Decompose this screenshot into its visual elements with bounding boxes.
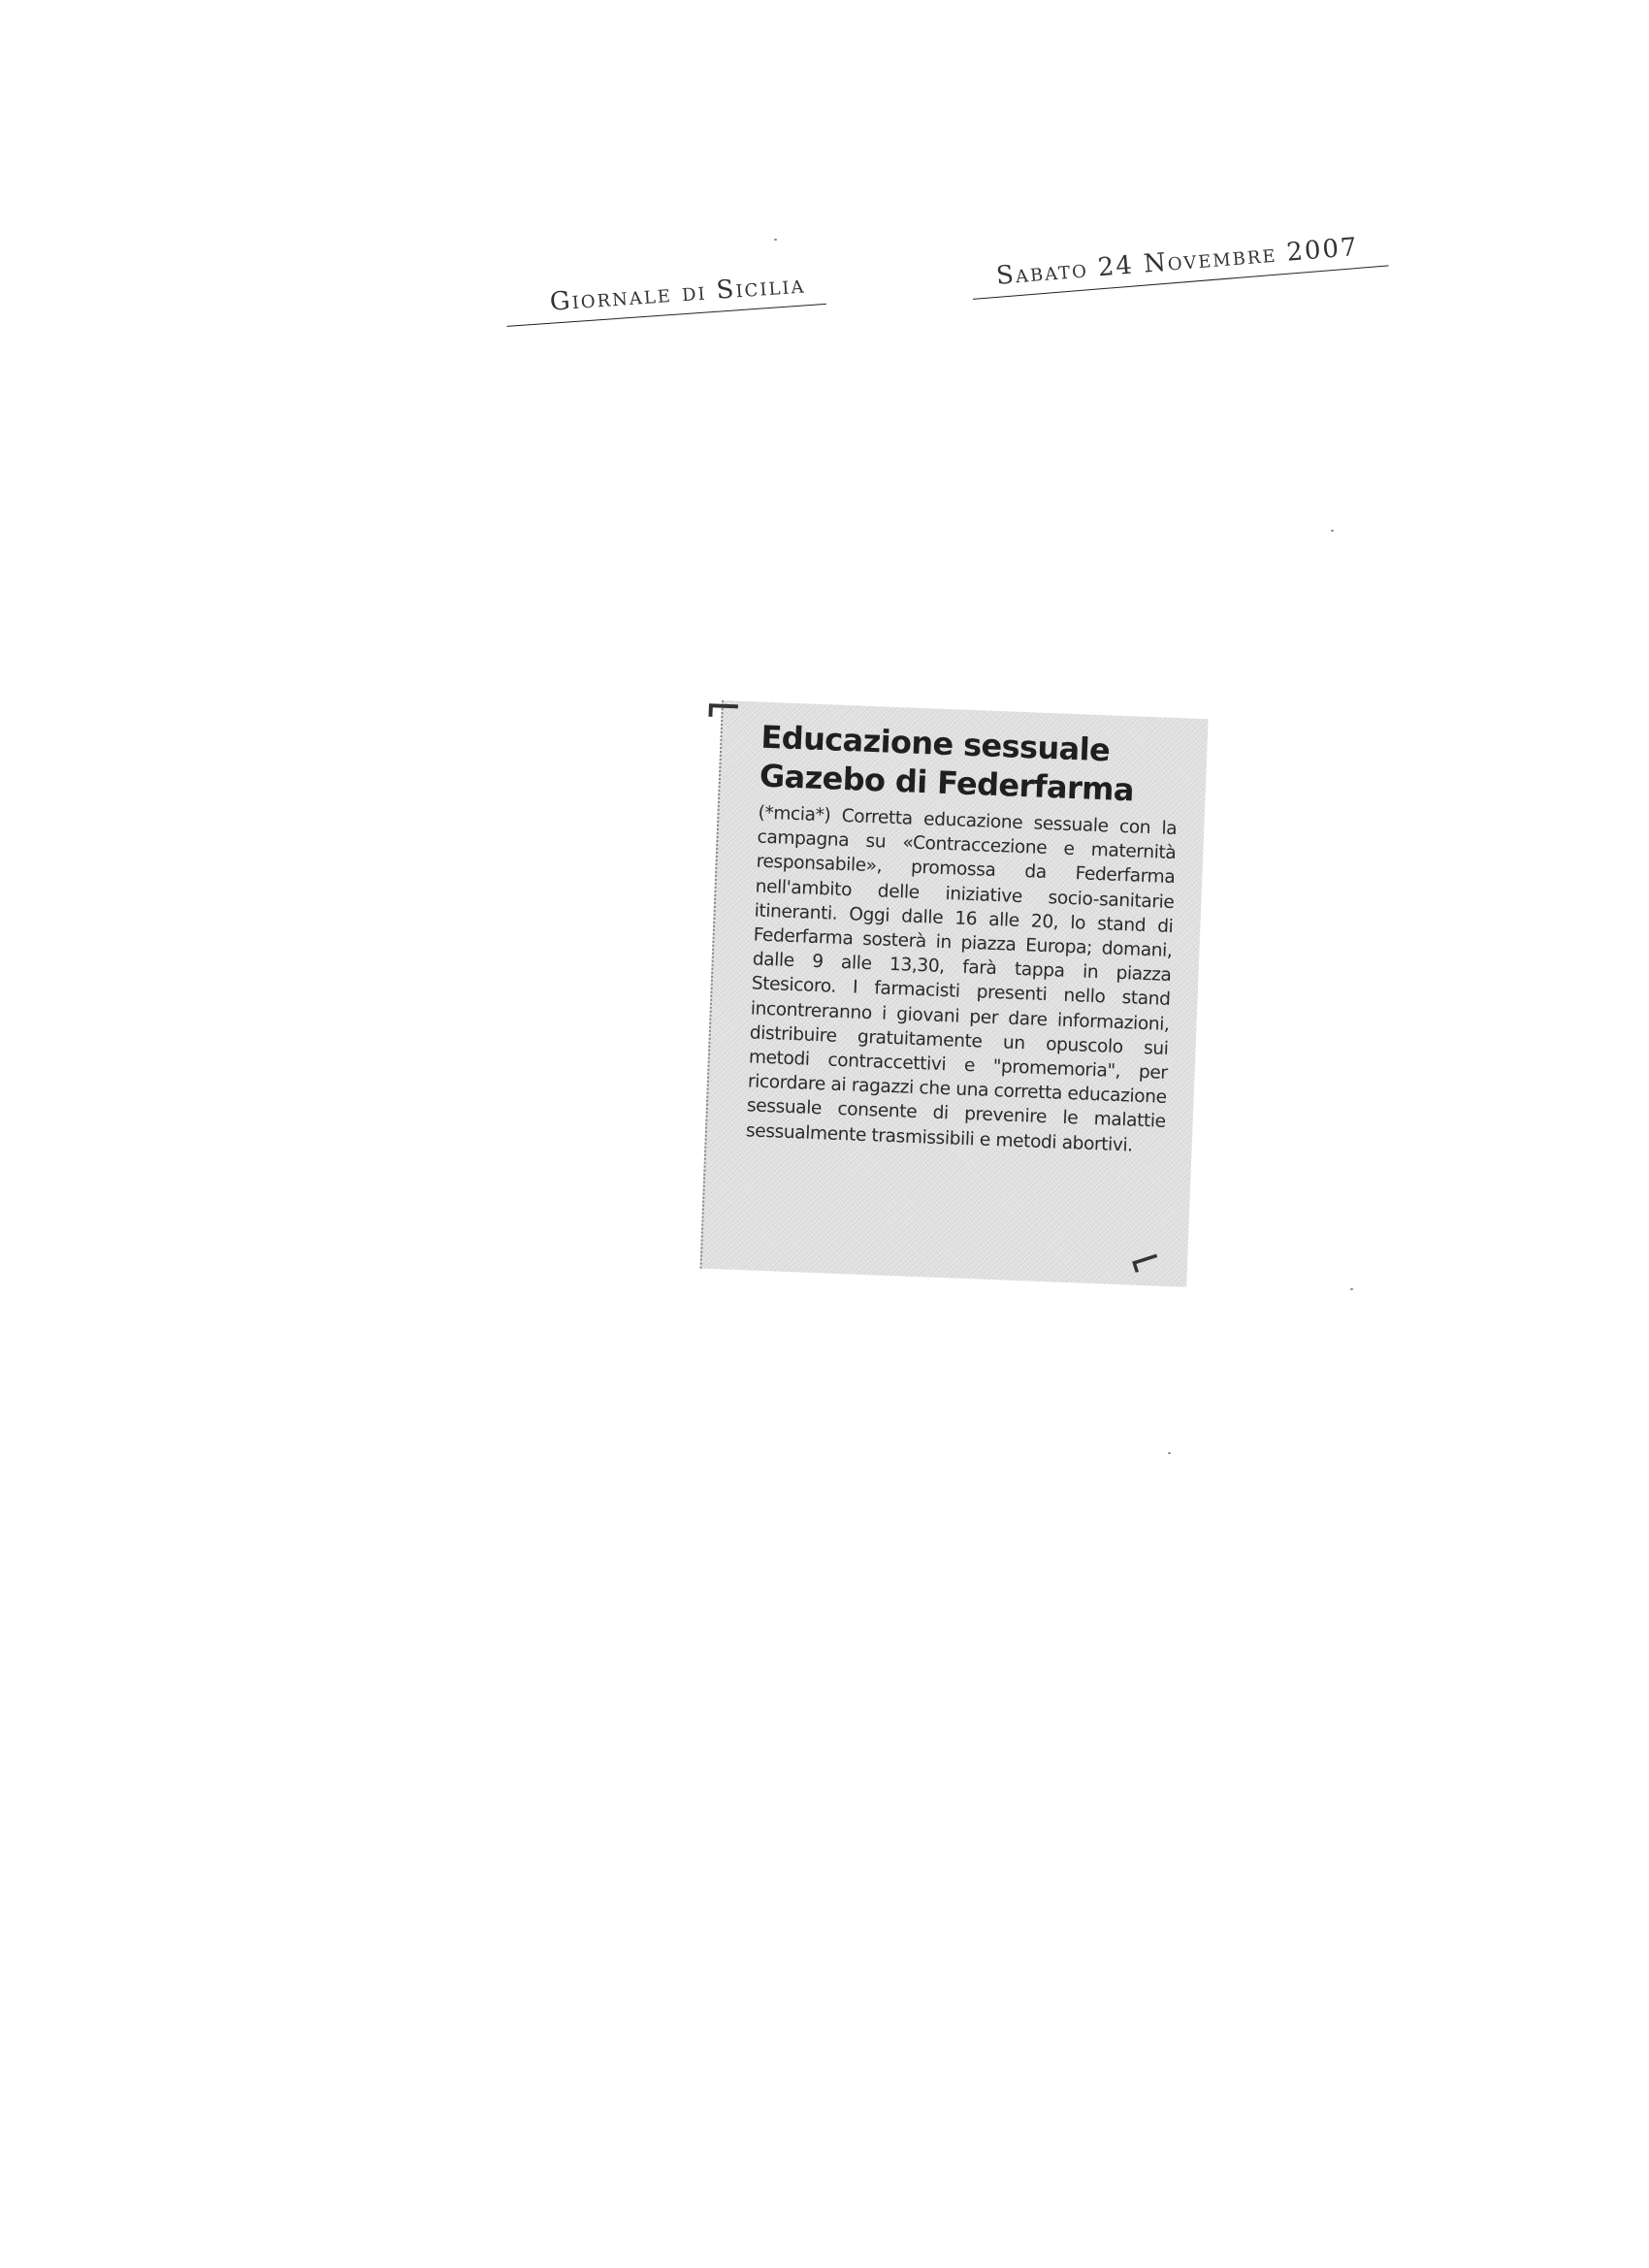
newspaper-clipping [700,680,1209,1289]
cut-mark-bottom-icon: ⌐ [1121,1232,1169,1289]
scan-speck [1168,1452,1171,1454]
scan-speck [774,239,777,241]
article-headline [759,718,1180,812]
article-body: (*mcia*) Corretta educazione sessuale con la campagna su «Contraccezione e maternità responsabile», promossa da Federfarma nell'ambito delle iniziative socio-sanitarie itineranti. Oggi dalle 16 alle 20, lo stand di Federfarma sosterà in piazza Europa; domani, dalle 9 alle 13,30, farà tappa in piazza Stesicoro. I farmacisti presenti nello stand incontreranno i giovani per dare informazioni, distribuire gratuitamente un opuscolo sui metodi contraccettivi e "promemoria", per ricordare ai ragazzi che una corretta educazione sessuale consente di prevenire le malattie sessualmente trasmissibili e metodi abortivi. [745,802,1178,1156]
scan-speck [1350,1288,1353,1290]
scan-speck [1331,530,1334,532]
newspaper-name: Giornale di Sicilia [548,270,807,317]
cut-mark-top-icon: ⌐ [702,680,744,736]
publication-dateline [970,231,1389,300]
headline-line-1: Educazione sessuale [760,718,1111,769]
newspaper-masthead [504,269,826,327]
headline-line-2: Gazebo di Federfarma [759,757,1135,809]
publication-date: Sabato 24 Novembre 2007 [994,232,1360,291]
page-header [0,0,1649,388]
